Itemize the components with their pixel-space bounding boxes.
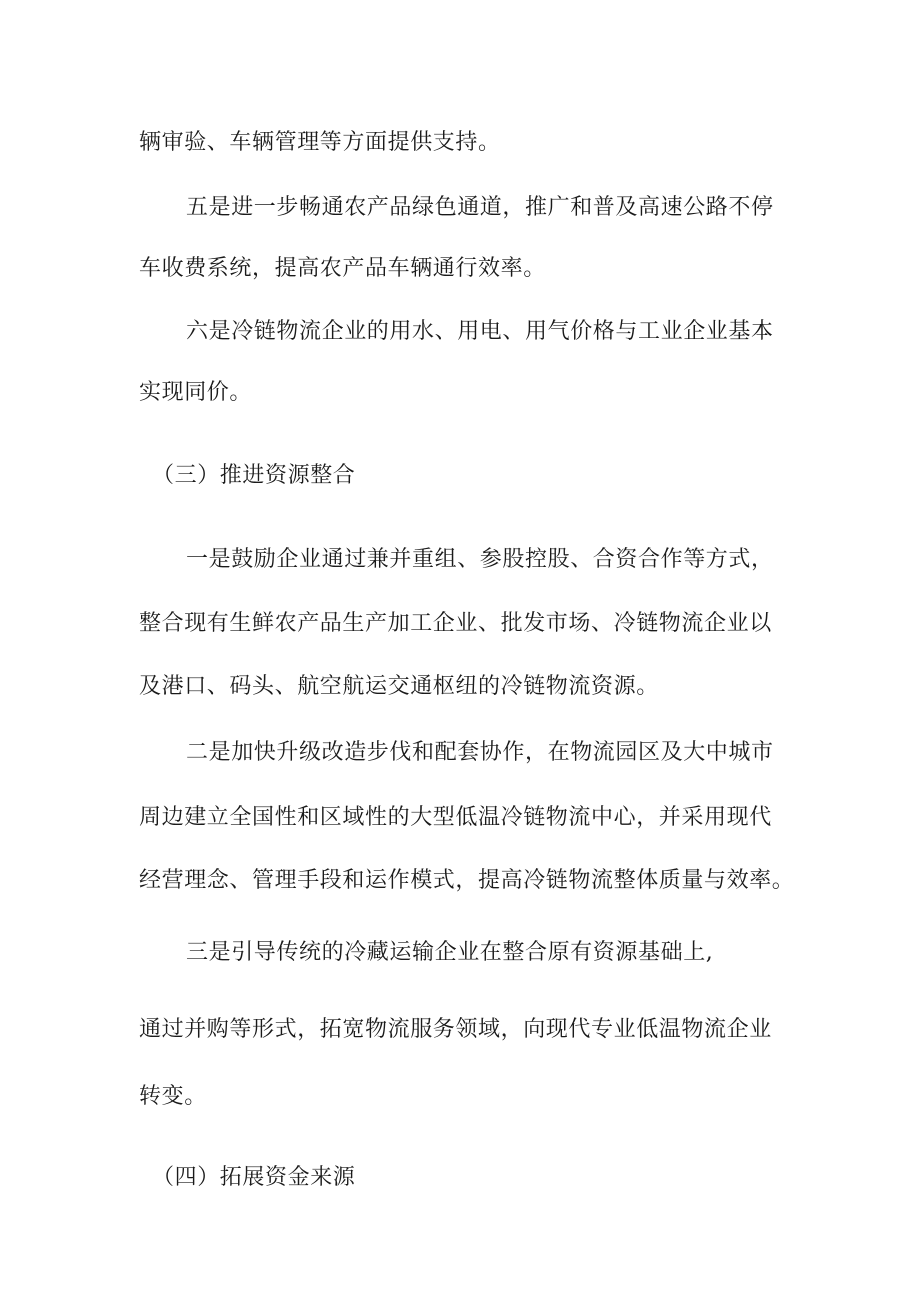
section-heading: （四）拓展资金来源 bbox=[152, 1165, 356, 1190]
paragraph-line: 及港口、码头、航空航运交通枢纽的冷链物流资源。 bbox=[139, 674, 659, 699]
paragraph-line: 三是引导传统的冷藏运输企业在整合原有资源基础上, bbox=[186, 940, 714, 965]
section-heading: （三）推进资源整合 bbox=[152, 463, 356, 488]
paragraph-line: 车收费系统，提高农产品车辆通行效率。 bbox=[139, 256, 546, 281]
paragraph-line: 实现同价。 bbox=[139, 380, 253, 405]
paragraph-line: 五是进一步畅通农产品绿色通道，推广和普及高速公路不停 bbox=[186, 195, 774, 220]
paragraph-line: 整合现有生鲜农产品生产加工企业、批发市场、冷链物流企业以 bbox=[139, 611, 772, 636]
paragraph-line: 辆审验、车辆管理等方面提供支持。 bbox=[139, 130, 501, 155]
paragraph-line: 六是冷链物流企业的用水、用电、用气价格与工业企业基本 bbox=[186, 319, 774, 344]
paragraph-line: 转变。 bbox=[139, 1084, 207, 1109]
paragraph-line: 经营理念、管理手段和运作模式，提高冷链物流整体质量与效率。 bbox=[139, 868, 795, 893]
paragraph-line: 周边建立全国性和区域性的大型低温冷链物流中心，并采用现代 bbox=[139, 805, 772, 830]
paragraph-line: 通过并购等形式，拓宽物流服务领域，向现代专业低温物流企业 bbox=[139, 1017, 772, 1042]
paragraph-line: 一是鼓励企业通过兼并重组、参股控股、合资合作等方式， bbox=[186, 547, 774, 572]
paragraph-line: 二是加快升级改造步伐和配套协作，在物流园区及大中城市 bbox=[186, 740, 774, 765]
